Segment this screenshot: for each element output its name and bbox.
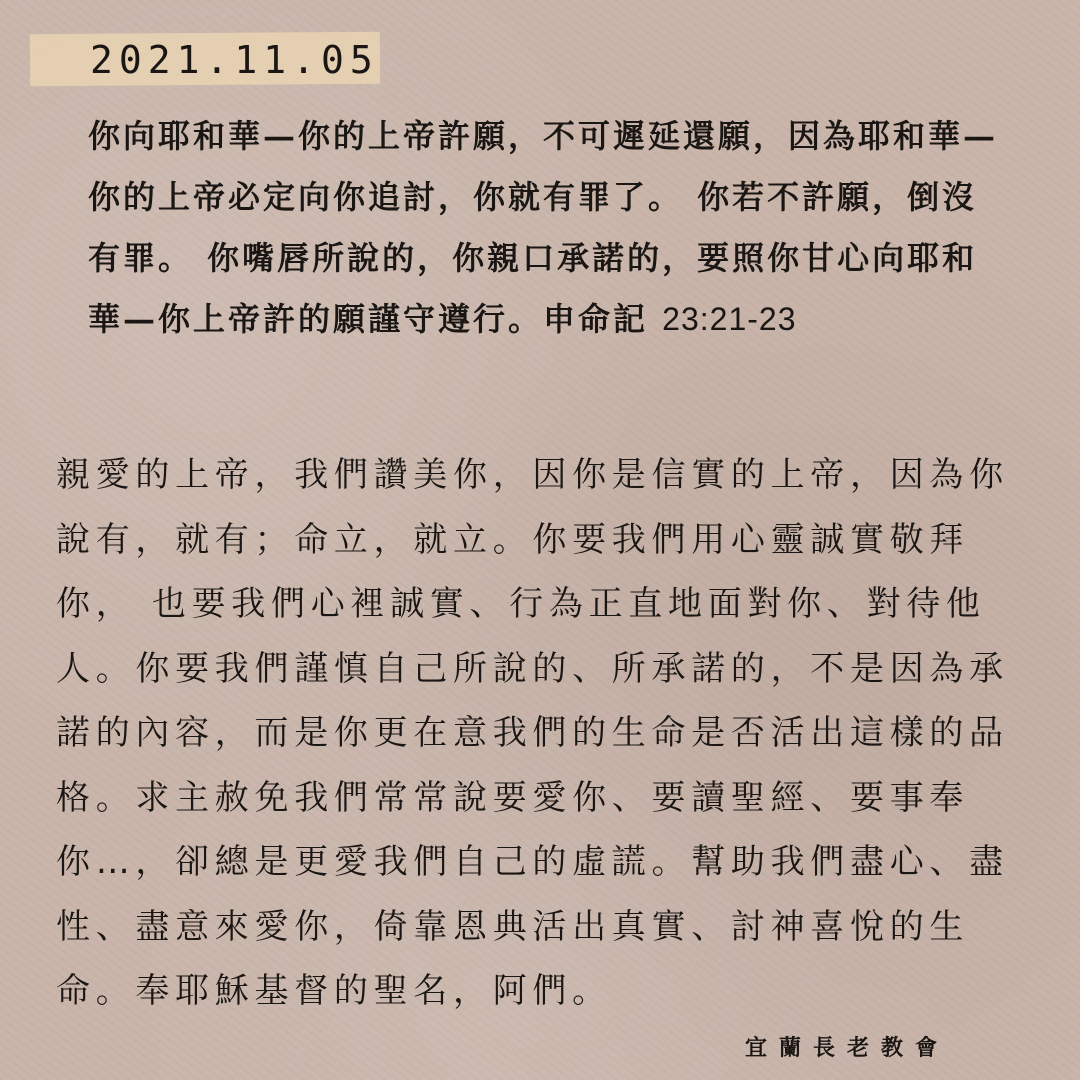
verse-text: 你向耶和華—你的上帝許願，不可遲延還願，因為耶和華—你的上帝必定向你追討，你就有罪了。 你若不許願，倒沒有罪。 你嘴唇所說的，你親口承諾的，要照你甘心向耶和華—你上帝許的願謹守遵行。 — [88, 117, 999, 338]
verse-reference: 23:21-23 — [662, 301, 797, 337]
scripture-verse — [88, 106, 1008, 350]
prayer-text: 親愛的上帝，我們讚美你，因你是信實的上帝，因為你說有，就有；命立，就立。你要我們用心靈誠實敬拜你， 也要我們心裡誠實、行為正直地面對你、對待他人。你要我們謹慎自己所說的、所承諾的，不是因為承諾的內容，而是你更在意我們的生命是否活出這樣的品格。求主赦免我們常常說要愛你、要讀聖經、要事奉你…，卻總是更愛我們自己的虛謊。幫助我們盡心、盡性、盡意來愛你，倚靠恩典活出真實、討神喜悅的生命。奉耶穌基督的聖名，阿們。 — [56, 455, 1009, 1011]
date-label: 2021.11.05 — [90, 38, 379, 82]
church-signature: 宜蘭長老教會 — [745, 1035, 950, 1061]
verse-book: 申命記 — [543, 300, 649, 338]
